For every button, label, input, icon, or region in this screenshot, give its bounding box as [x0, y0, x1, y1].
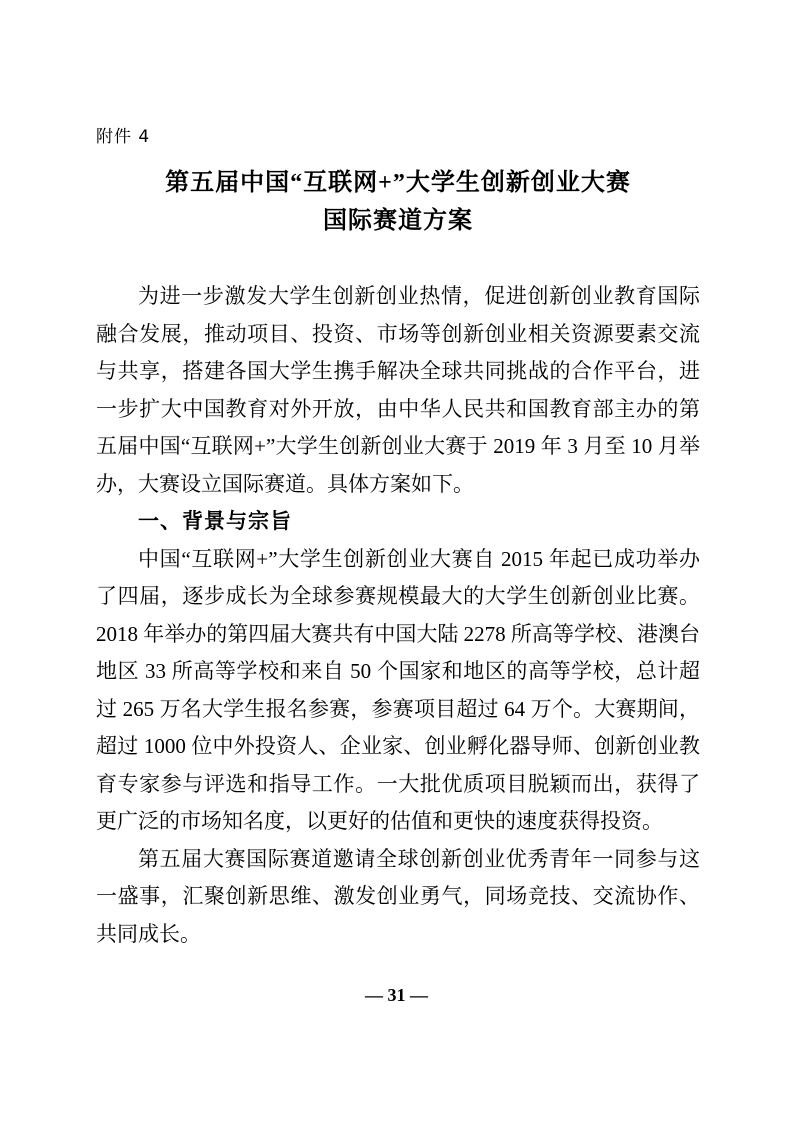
attachment-label: 附件 4 [96, 127, 151, 147]
page-number: — 31 — [365, 985, 428, 1005]
document-title [96, 164, 700, 240]
intro-paragraph: 为进一步激发大学生创新创业热情，促进创新创业教育国际融合发展，推动项目、投资、市场等创新创业相关资源要素交流与共享，搭建各国大学生携手解决全球共同挑战的合作平台，进一步扩大中国教育对外开放，由中华人民共和国教育部主办的第五届中国“互联网+”大学生创新创业大赛于 2019 年 3 月至 10 月举办，大赛设立国际赛道。具体方案如下。 [96, 284, 700, 496]
section1-paragraph-1: 中国“互联网+”大学生创新创业大赛自 2015 年起已成功举办了四届，逐步成长为全球参赛规模最大的大学生创新创业比赛。2018 年举办的第四届大赛共有中国大陆 2278 所高等学校、港澳台地区 33 所高等学校和来自 50 个国家和地区的高等学校，总计超过 265 万名大学生报名参赛，参赛项目超过 64 万个。大赛期间，超过 1000 位中外投资人、企业家、创业孵化器导师、创新创业教育专家参与评选和指导工作。一大批优质项目脱颖而出，获得了更广泛的市场知名度，以更好的估值和更快的速度获得投资。 [96, 546, 700, 833]
document-title-line-1: 第五届中国“互联网+”大学生创新创业大赛 [165, 170, 631, 196]
document-title-line-2: 国际赛道方案 [323, 208, 473, 234]
document-body [96, 278, 700, 953]
document-content [96, 0, 700, 953]
section1-paragraph-2: 第五届大赛国际赛道邀请全球创新创业优秀青年一同参与这一盛事，汇聚创新思维、激发创业勇气，同场竞技、交流协作、共同成长。 [96, 846, 700, 946]
section-heading-background-and-purpose: 一、背景与宗旨 [138, 509, 292, 533]
